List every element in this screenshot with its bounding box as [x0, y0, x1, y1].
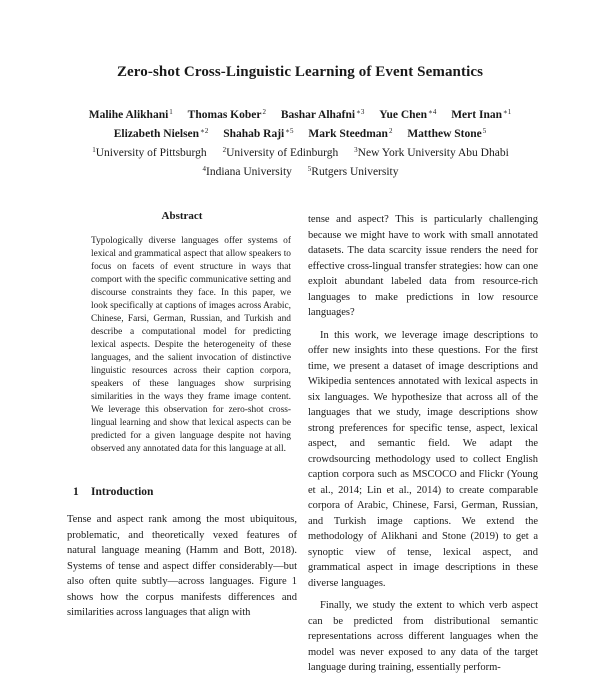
author: Bashar Alhafni$^{∗3}$: [280, 108, 365, 121]
affiliation: $^4$Indiana University: [202, 165, 292, 178]
affiliation: $^2$University of Edinburgh: [222, 146, 339, 159]
affiliation: $^3$New York University Abu Dhabi: [354, 146, 509, 159]
author: Malihe Alikhani$^1$: [88, 108, 173, 121]
author-line-2: [0, 123, 600, 142]
abstract-heading: Abstract: [161, 210, 203, 222]
author: Elizabeth Nielsen$^{∗2}$: [113, 127, 209, 140]
left-column: [67, 196, 297, 621]
author-line-1: [0, 104, 600, 123]
affiliation: $^1$University of Pittsburgh: [92, 146, 207, 159]
affiliation: $^5$Rutgers University: [307, 165, 399, 178]
intro-paragraph: Tense and aspect rank among the most ubiquitous, problematic, and theoretically vexed features of natural language meaning (Hamm and Bott, 2018). Systems of tense and aspect differ considerably—but also often quite subtly—across languages. Figure 1 shows how the corpus manifests differences and similarities across languages that align with: [67, 514, 297, 618]
author: Thomas Kober$^2$: [187, 108, 266, 121]
author: Matthew Stone$^5$: [407, 127, 487, 140]
paper-title: Zero-shot Cross-Linguistic Learning of Event Semantics: [116, 64, 484, 80]
affiliation-line-1: [0, 142, 600, 161]
author-block: [0, 104, 600, 180]
author: Mark Steedman$^2$: [308, 127, 393, 140]
body-paragraph: Finally, we study the extent to which verb aspect can be predicted from distributional semantic representations across different languages when the model was never exposed to any data of the target language during training, essentially perform-: [308, 600, 538, 673]
author: Shahab Raji$^{∗5}$: [223, 127, 294, 140]
section-number: 1: [73, 486, 79, 498]
section-title: Introduction: [91, 486, 154, 498]
author: Mert Inan$^{∗1}$: [451, 108, 512, 121]
affiliation-line-2: [0, 161, 600, 180]
right-column: [308, 212, 538, 676]
body-paragraph: tense and aspect? This is particularly challenging because we might have to work with small annotated datasets. The data scarcity issue renders the need for effective cross-lingual transfer strategies: how can one exploit abundant labeled data from resource-rich languages to make predictions in low resource languages?: [308, 214, 538, 318]
section-heading-introduction: [73, 484, 297, 500]
body-paragraph: In this work, we leverage image descriptions to offer new insights into these questions. For the first time, we present a dataset of image descriptions and Wikipedia sentences annotated with lexical aspects in six languages. We hypothesize that across all of the languages that we study, image descriptions show strong preferences for specific tense, aspect, lexical aspect, and semantic field. We adapt the crowdsourcing methodology used to collect English caption corpora such as MSCOCO and Flickr (Young et al., 2014; Lin et al., 2014) to create comparable corpora of Arabic, Chinese, Farsi, German, Russian, and Turkish image captions. We extend the methodology of Alikhani and Stone (2019) to get a synoptic view of tense, lexical aspect, and grammatical aspect in image descriptions in these diverse languages.: [308, 329, 538, 589]
abstract-text: Typologically diverse languages offer systems of lexical and grammatical aspect that allow speakers to focus on facets of event structure in ways that comport with the specific communicative setting and discourse constraints they face. In this paper, we look specifically at captions of images across Arabic, Chinese, Farsi, German, Russian, and Turkish and describe a computational model for predicting lexical aspects. Despite the heterogeneity of these languages, and the salient invocation of distinctive linguistic resources across their caption corpora, speakers of these languages show surprising similarities in the ways they frame image content. We leverage this observation for zero-shot cross-lingual learning and show that lexical aspects can be predicted for a given language despite not having observed any annotated data for this language at all.: [91, 236, 291, 454]
author: Yue Chen$^{∗4}$: [379, 108, 437, 121]
